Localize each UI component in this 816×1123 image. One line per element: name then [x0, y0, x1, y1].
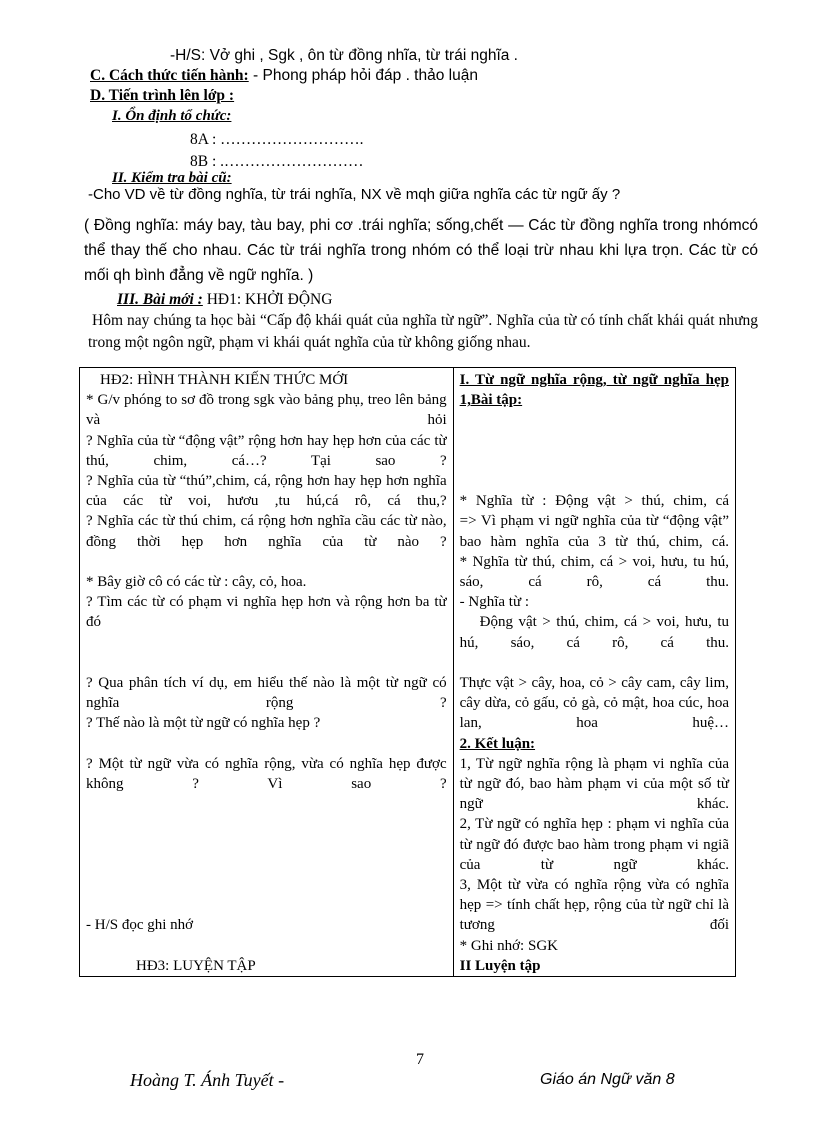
activity-question: ? Qua phân tích ví dụ, em hiểu thế nào là một từ ngữ có nghĩa rộng ? — [86, 675, 447, 712]
section3-line — [117, 291, 332, 309]
spacer — [460, 471, 729, 491]
teacher-activities-cell — [80, 368, 454, 977]
content-line: => Vì phạm vi ngữ nghĩa của từ “động vật” bao hàm nghĩa của 3 từ thú, chim, cá. — [459, 513, 729, 550]
spacer — [86, 794, 447, 814]
content-line: 2, Từ ngữ có nghĩa hẹp : phạm vi nghĩa của từ ngữ đó được bao hàm trong phạm vi ngiã của từ ngữ khác. — [459, 816, 729, 873]
content-line: * Nghĩa từ : Động vật > thú, chim, cá — [459, 493, 729, 510]
section-title: I. Từ ngữ nghĩa rộng, từ ngữ nghĩa hẹp — [459, 372, 729, 388]
method-value: - Phong pháp hỏi đáp . thảo luận — [248, 67, 478, 84]
lesson-content-cell — [453, 368, 735, 977]
check-answer: ( Đồng nghĩa: máy bay, tàu bay, phi cơ .trái nghĩa; sống,chết — Các từ đồng nghĩa trong nhómcó thể thay thế cho nhau. Các từ trái nghĩa trong nhóm có thể loại trừ nhau khi lựa trọn. Các từ có mối qh bình đẳng về ngữ nghĩa. ) — [84, 217, 758, 284]
conclusion-label: 2. Kết luận: — [459, 735, 536, 752]
activity-question: ? Nghĩa của từ “động vật” rộng hơn hay hẹp hơn của các từ thú, chim, cá…? Tại sao ? — [86, 432, 447, 469]
spacer — [86, 835, 447, 855]
hd3-title: HĐ3: LUYỆN TẬP — [136, 957, 256, 974]
spacer — [460, 653, 729, 673]
spacer — [460, 410, 729, 430]
content-line: 1, Từ ngữ nghĩa rộng là phạm vi nghĩa của từ ngữ đó, bao hàm phạm vi của một số từ ngữ khác. — [459, 755, 729, 813]
spacer — [460, 431, 729, 451]
method-line — [90, 67, 478, 85]
content-line: Động vật > thú, chim, cá > voi, hưu, tu hú, sáo, cá rô, cá thu. — [459, 614, 729, 651]
check-question: -Cho VD về từ đồng nghĩa, từ trái nghĩa, NX về mqh giữa nghĩa các từ ngữ ấy ? — [88, 186, 621, 203]
activity-step: - H/S đọc ghi nhớ — [86, 917, 194, 934]
class-8b: 8B : .……………………… — [190, 153, 364, 170]
subject-title: Giáo án Ngữ văn 8 — [540, 1071, 675, 1088]
activity-question: ? Thế nào là một từ ngữ có nghĩa hẹp ? — [86, 715, 321, 732]
spacer — [86, 734, 447, 754]
process-label: D. Tiến trình lên lớp : — [90, 87, 235, 104]
spacer — [86, 633, 447, 653]
spacer — [86, 936, 447, 956]
hd2-title: HĐ2: HÌNH THÀNH KIẾN THỨC MỚI — [100, 372, 349, 388]
spacer — [86, 552, 447, 572]
content-line: * Nghĩa từ thú, chim, cá > voi, hưu, tu hú, sáo, cá rô, cá thu. — [459, 553, 729, 590]
hd1-title: HĐ1: KHỞI ĐỘNG — [202, 291, 333, 308]
spacer — [86, 855, 447, 875]
activity-question: ? Một từ ngữ vừa có nghĩa rộng, vừa có nghĩa hẹp được không ? Vì sao ? — [86, 755, 447, 792]
activity-step: * Bây giờ cô có các từ : cây, cỏ, hoa. — [86, 574, 307, 591]
class-8a: 8A : ………………………. — [190, 131, 364, 148]
section2-label: II. Kiểm tra bài cũ: — [112, 170, 232, 186]
activity-step: * G/v phóng to sơ đồ trong sgk vào bảng phụ, treo lên bảng và hỏi — [86, 392, 447, 429]
author-name: Hoàng T. Ánh Tuyết - — [130, 1070, 285, 1090]
activity-question: ? Tìm các từ có phạm vi nghĩa hẹp hơn và rộng hơn ba từ đó — [86, 594, 447, 631]
page-number: 7 — [416, 1051, 424, 1068]
practice-label: II Luyện tập — [459, 957, 541, 974]
spacer — [86, 875, 447, 895]
intro-paragraph: Hôm nay chúng ta học bài “Cấp độ khái quát của nghĩa từ ngữ”. Nghĩa của từ có tính chất khái quát nhưng trong một ngôn ngữ, phạm vi khái quát nghĩa của từ không giống nhau. — [88, 312, 758, 351]
table-row — [80, 368, 736, 977]
activity-question: ? Nghĩa các từ thú chim, cá rộng hơn nghĩa cầu các từ nào, đồng thời hẹp hơn nghĩa của từ nào ? — [86, 513, 447, 550]
section3-label: III. Bài mới : — [117, 291, 203, 308]
exercise-label: 1,Bài tập: — [459, 392, 523, 409]
content-line: - Nghĩa từ : — [459, 594, 529, 611]
memo-line: * Ghi nhớ: SGK — [459, 937, 558, 954]
spacer — [86, 814, 447, 834]
activity-question: ? Nghĩa của từ “thú”,chim, cá, rộng hơn hay hẹp hơn nghĩa của các từ voi, hươu ,tu hú,cá rô, cá thu,? — [86, 473, 447, 510]
spacer — [460, 451, 729, 471]
section1-label: I. Ổn định tổ chức: — [112, 108, 232, 124]
content-line: Thực vật > cây, hoa, cỏ > cây cam, cây lim, cây dừa, cỏ gấu, cỏ gà, cỏ mật, hoa cúc, hoa lan, hoa huệ… — [459, 674, 729, 732]
lesson-table — [79, 367, 736, 977]
method-label: C. Cách thức tiến hành: — [90, 67, 249, 84]
spacer — [86, 653, 447, 673]
materials-line: -H/S: Vở ghi , Sgk , ôn từ đồng nhĩa, từ trái nghĩa . — [170, 47, 518, 64]
content-line: 3, Một từ vừa có nghĩa rộng vừa có nghĩa hẹp => tính chất hẹp, rộng của từ ngữ chỉ là tương đối — [459, 877, 729, 934]
spacer — [86, 895, 447, 915]
